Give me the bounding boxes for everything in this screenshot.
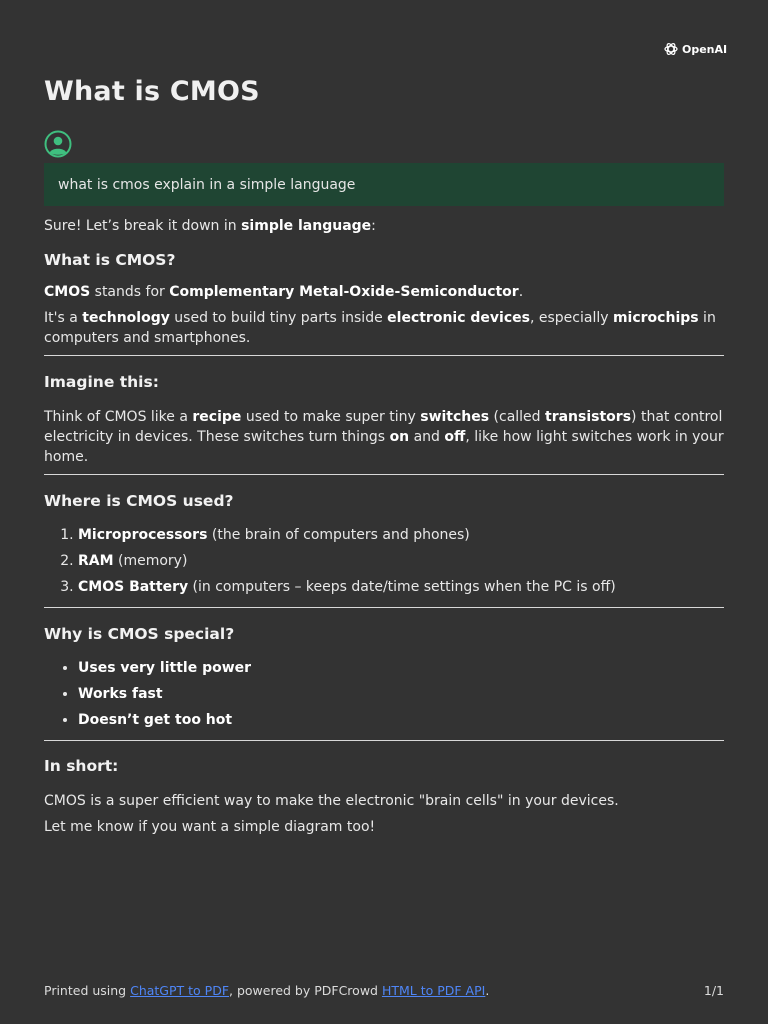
list-item: • Works fast bbox=[78, 684, 724, 704]
footer-credit: Printed using ChatGPT to PDF, powered by PDFCrowd HTML to PDF API. bbox=[44, 983, 490, 998]
user-avatar-icon bbox=[44, 130, 72, 158]
logo-text: OpenAI bbox=[682, 42, 728, 56]
benefits-list bbox=[44, 658, 724, 730]
intro-paragraph: Sure! Let’s break it down in simple language: bbox=[44, 218, 376, 234]
divider bbox=[44, 474, 724, 475]
list-item: 3. CMOS Battery (in computers – keeps date/time settings when the PC is off) bbox=[78, 577, 724, 597]
openai-logo bbox=[663, 41, 727, 57]
section-heading-imagine-this: Imagine this: bbox=[44, 373, 159, 391]
section-heading-where-used: Where is CMOS used? bbox=[44, 492, 234, 510]
divider bbox=[44, 607, 724, 608]
divider bbox=[44, 740, 724, 741]
list-item: 1. Microprocessors (the brain of computers and phones) bbox=[78, 525, 724, 545]
section-heading-what-is-cmos: What is CMOS? bbox=[44, 251, 176, 269]
chatgpt-to-pdf-link[interactable]: ChatGPT to PDF bbox=[130, 983, 230, 998]
closing-paragraph: Let me know if you want a simple diagram too! bbox=[44, 819, 376, 835]
divider bbox=[44, 355, 724, 356]
summary-paragraph: CMOS is a super efficient way to make the electronic "brain cells" in your devices. bbox=[44, 793, 619, 809]
user-prompt bbox=[44, 163, 724, 206]
html-to-pdf-api-link[interactable]: HTML to PDF API bbox=[381, 983, 486, 998]
list-item: • Doesn’t get too hot bbox=[78, 710, 724, 730]
list-item: • Uses very little power bbox=[78, 658, 724, 678]
analogy-paragraph: Think of CMOS like a recipe used to make super tiny switches (called transistors) that control electricity in devices. These switches turn things on and off, like how light switches work in your home. bbox=[44, 409, 724, 465]
page-number: 1/1 bbox=[703, 983, 724, 998]
section-heading-in-short: In short: bbox=[44, 757, 119, 775]
user-prompt-text: what is cmos explain in a simple language bbox=[58, 176, 356, 193]
usage-list bbox=[44, 525, 724, 597]
openai-icon bbox=[663, 41, 679, 57]
definition-paragraph: CMOS stands for Complementary Metal-Oxide-Semiconductor. bbox=[44, 284, 524, 300]
response-body bbox=[44, 216, 724, 843]
section-heading-why-special: Why is CMOS special? bbox=[44, 625, 235, 643]
page-title: What is CMOS bbox=[44, 76, 260, 107]
footer bbox=[44, 983, 724, 998]
list-item: 2. RAM (memory) bbox=[78, 551, 724, 571]
technology-paragraph: It's a technology used to build tiny parts inside electronic devices, especially microchips in computers and smartphones. bbox=[44, 310, 716, 346]
